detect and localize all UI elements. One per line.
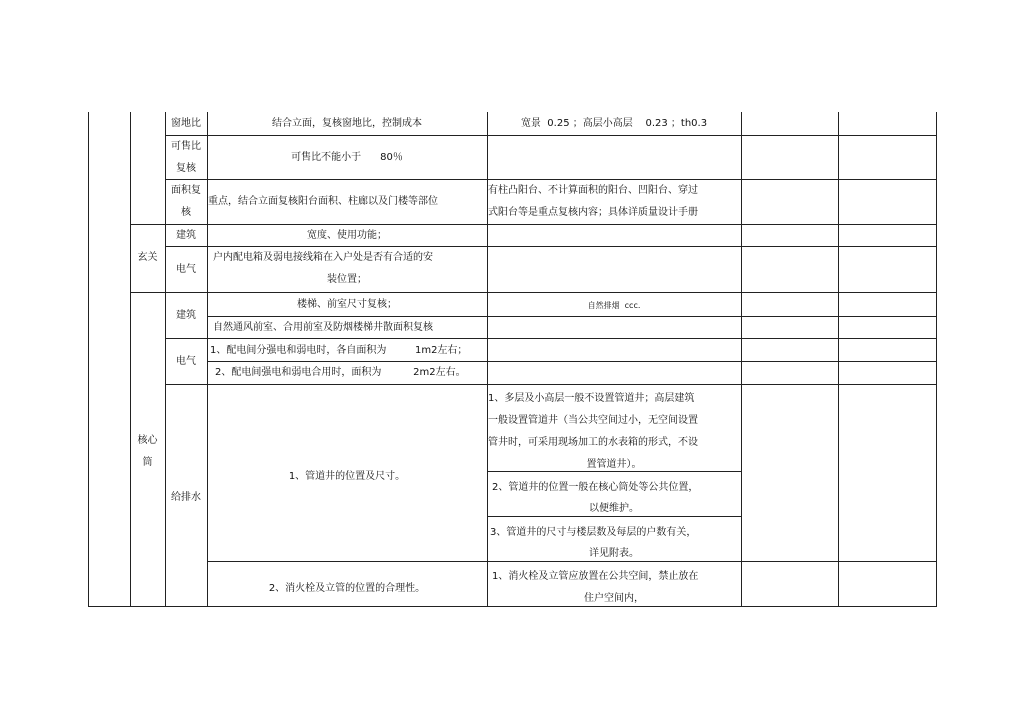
core-plumb-standard-4-line2: 住户空间内， <box>584 593 644 604</box>
core-plumb-standard-3-line2: 详见附表。 <box>589 548 639 559</box>
foyer-elec-label: 电气 <box>176 264 196 275</box>
core-plumb-standard-2-line2: 以便维护。 <box>589 503 639 514</box>
window-ratio-requirement: 结合立面，复核窗地比，控制成本 <box>272 118 422 129</box>
foyer-arch-label: 建筑 <box>176 230 196 241</box>
core-plumb-requirement-1: 1、管道井的位置及尺寸。 <box>288 471 406 482</box>
window-ratio-item: 窗地比 <box>171 118 201 129</box>
area-review-item-line2: 核 <box>181 207 191 218</box>
saleable-ratio-item-line2: 复核 <box>176 163 196 174</box>
foyer-section-label: 玄关 <box>137 252 158 263</box>
core-elec-requirement-2: 2、配电间强电和弱电合用时，面积为 2m2左右。 <box>215 367 466 378</box>
core-plumb-standard-1-line2: 一般设置管道井（当公共空间过小，无空间设置 <box>488 415 698 426</box>
core-plumb-standard-4-line1: 1、消火栓及立管应放置在公共空间，禁止放在 <box>492 571 699 582</box>
core-plumb-label: 给排水 <box>171 492 201 503</box>
saleable-ratio-item-line1: 可售比 <box>171 141 201 152</box>
area-review-item-line1: 面积复 <box>171 185 201 196</box>
core-elec-label: 电气 <box>176 356 196 367</box>
core-arch-standard-1: 自然排烟 ccc. <box>587 301 641 310</box>
core-plumb-standard-1-line3: 管井时，可采用现场加工的水表箱的形式，不设 <box>488 437 698 448</box>
core-arch-requirement-2: 自然通风前室、合用前室及防烟楼梯井散面积复核 <box>213 322 433 333</box>
area-review-requirement: 重点，结合立面复核阳台面积、柱廊以及门楼等部位 <box>208 196 438 207</box>
core-plumb-standard-2-line1: 2、管道井的位置一般在核心筒处等公共位置， <box>492 482 699 493</box>
foyer-elec-requirement-line2: 装位置； <box>327 274 367 285</box>
window-ratio-standard: 宽景 0.25 ；高层小高层 0.23 ；th0.3 <box>520 118 708 129</box>
core-plumb-standard-3-line1: 3、管道井的尺寸与楼层数及每层的户数有关， <box>490 527 697 538</box>
core-plumb-requirement-2: 2、消火栓及立管的位置的合理性。 <box>268 583 426 594</box>
core-elec-requirement-1: 1、配电间分强电和弱电时，各自面积为 1m2左右； <box>210 345 468 356</box>
core-plumb-standard-1-line1: 1、多层及小高层一般不设置管道井；高层建筑 <box>488 393 695 404</box>
area-review-standard-line1: 有柱凸阳台、不计算面积的阳台、凹阳台、穿过 <box>488 185 698 196</box>
core-arch-requirement-1: 楼梯、前室尺寸复核； <box>297 299 397 310</box>
foyer-arch-requirement: 宽度、使用功能； <box>307 230 387 241</box>
core-section-label-line2: 筒 <box>142 457 153 468</box>
foyer-elec-requirement-line1: 户内配电箱及弱电接线箱在入户处是否有合适的安 <box>213 252 433 263</box>
area-review-standard-line2: 式阳台等是重点复核内容；具体详质量设计手册 <box>488 207 698 218</box>
core-arch-label: 建筑 <box>176 310 196 321</box>
saleable-ratio-requirement: 可售比不能小于 80％ <box>291 152 403 163</box>
core-plumb-standard-1-line4: 置管道井）。 <box>586 459 642 470</box>
core-section-label-line1: 核心 <box>137 435 158 446</box>
